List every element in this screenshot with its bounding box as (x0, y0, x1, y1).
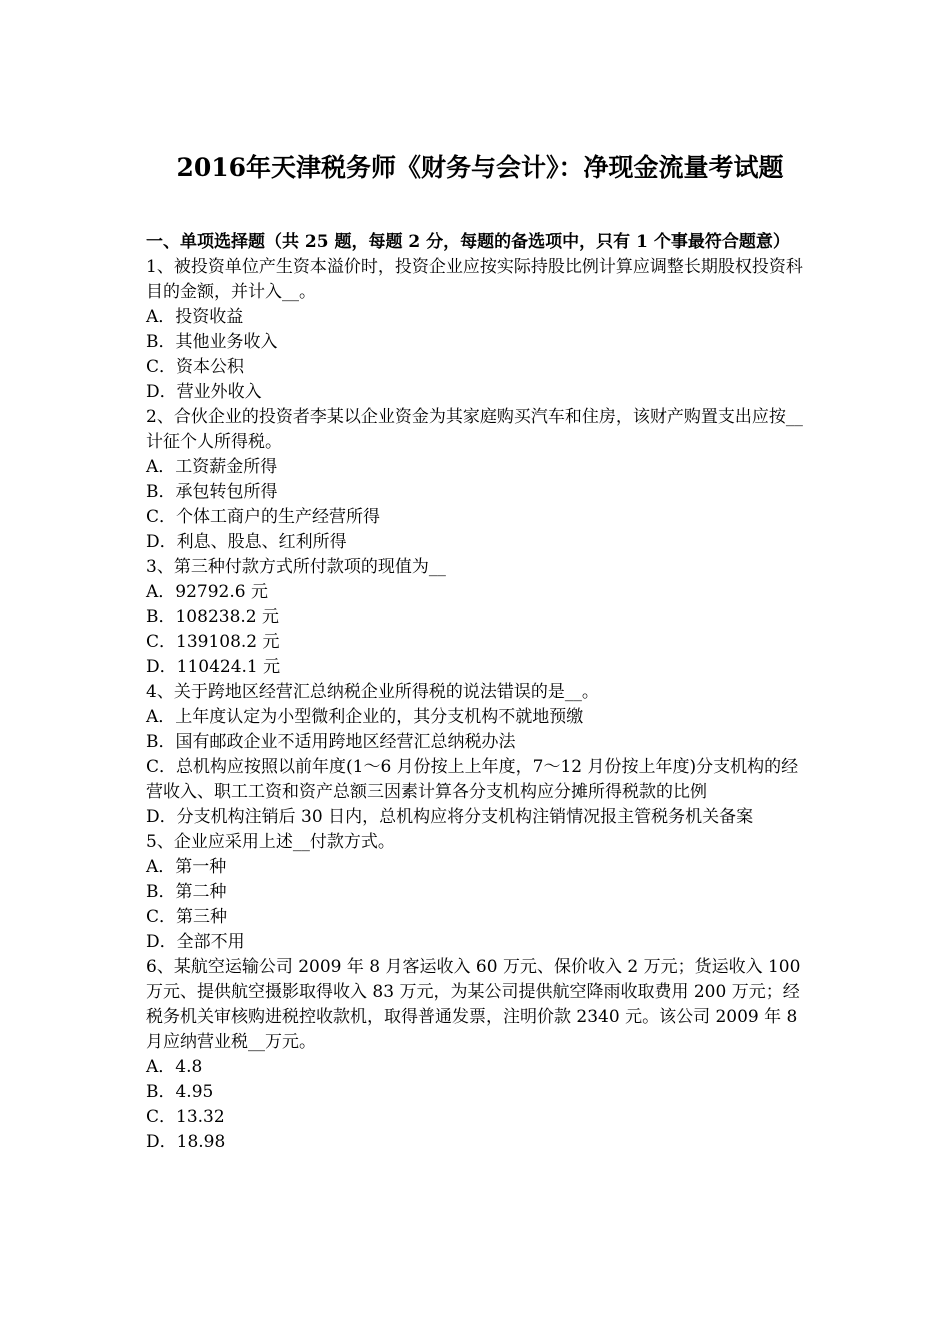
question-stem: 2、合伙企业的投资者李某以企业资金为其家庭购买汽车和住房，该财产购置支出应按__计征个人所得税。 (146, 407, 803, 452)
option-c: C．总机构应按照以前年度(1～6 月份按上上年度，7～12 月份按上年度)分支机构的经营收入、职工工资和资产总额三因素计算各分支机构应分摊所得税款的比例 (146, 757, 799, 802)
option-b: B．108238.2 元 (146, 607, 280, 627)
option-a: A．投资收益 (146, 307, 244, 327)
title-year: 2016 (176, 153, 247, 182)
option-c: C．资本公积 (146, 357, 245, 377)
option-b: B．承包转包所得 (146, 482, 278, 502)
option-a: A．第一种 (146, 857, 227, 877)
question-stem: 3、第三种付款方式所付款项的现值为__ (146, 557, 446, 577)
option-d: D．110424.1 元 (146, 657, 281, 677)
option-d: D．分支机构注销后 30 日内，总机构应将分支机构注销情况报主管税务机关备案 (146, 807, 754, 827)
option-b: B．4.95 (146, 1082, 214, 1102)
option-c: C．第三种 (146, 907, 228, 927)
question-1 (146, 255, 814, 405)
option-b: B．国有邮政企业不适用跨地区经营汇总纳税办法 (146, 732, 516, 752)
option-a: A．工资薪金所得 (146, 457, 278, 477)
question-4 (146, 680, 814, 830)
option-d: D．18.98 (146, 1132, 226, 1152)
question-3 (146, 555, 814, 680)
option-c: C．139108.2 元 (146, 632, 280, 652)
option-c: C．个体工商户的生产经营所得 (146, 507, 381, 527)
option-a: A．92792.6 元 (146, 582, 268, 602)
option-d: D．营业外收入 (146, 382, 262, 402)
option-a: A．上年度认定为小型微利企业的，其分支机构不就地预缴 (146, 707, 584, 727)
question-5 (146, 830, 814, 955)
title-text: 年天津税务师《财务与会计》：净现金流量考试题 (246, 153, 784, 182)
option-a: A．4.8 (146, 1057, 203, 1077)
question-stem: 4、关于跨地区经营汇总纳税企业所得税的说法错误的是__。 (146, 682, 599, 702)
question-2 (146, 405, 814, 555)
option-d: D．全部不用 (146, 932, 245, 952)
page-title (146, 148, 814, 188)
document-page (146, 148, 814, 1155)
question-6 (146, 955, 814, 1155)
question-stem: 5、企业应采用上述__付款方式。 (146, 832, 395, 852)
option-d: D．利息、股息、红利所得 (146, 532, 347, 552)
question-stem: 1、被投资单位产生资本溢价时，投资企业应按实际持股比例计算应调整长期股权投资科目的金额，并计入__。 (146, 257, 803, 302)
option-b: B．其他业务收入 (146, 332, 278, 352)
option-c: C．13.32 (146, 1107, 225, 1127)
option-b: B．第二种 (146, 882, 227, 902)
section-heading: 一、单项选择题（共 25 题，每题 2 分，每题的备选项中，只有 1 个事最符合题意） (146, 232, 790, 252)
question-stem: 6、某航空运输公司 2009 年 8 月客运收入 60 万元、保价收入 2 万元；货运收入 100 万元、提供航空摄影取得收入 83 万元，为某公司提供航空降雨收取费用 200 万元；经税务机关审核购进税控收款机，取得普通发票，注明价款 2340 元。该公司 2009 年 8 月应纳营业税__万元。 (146, 957, 801, 1052)
